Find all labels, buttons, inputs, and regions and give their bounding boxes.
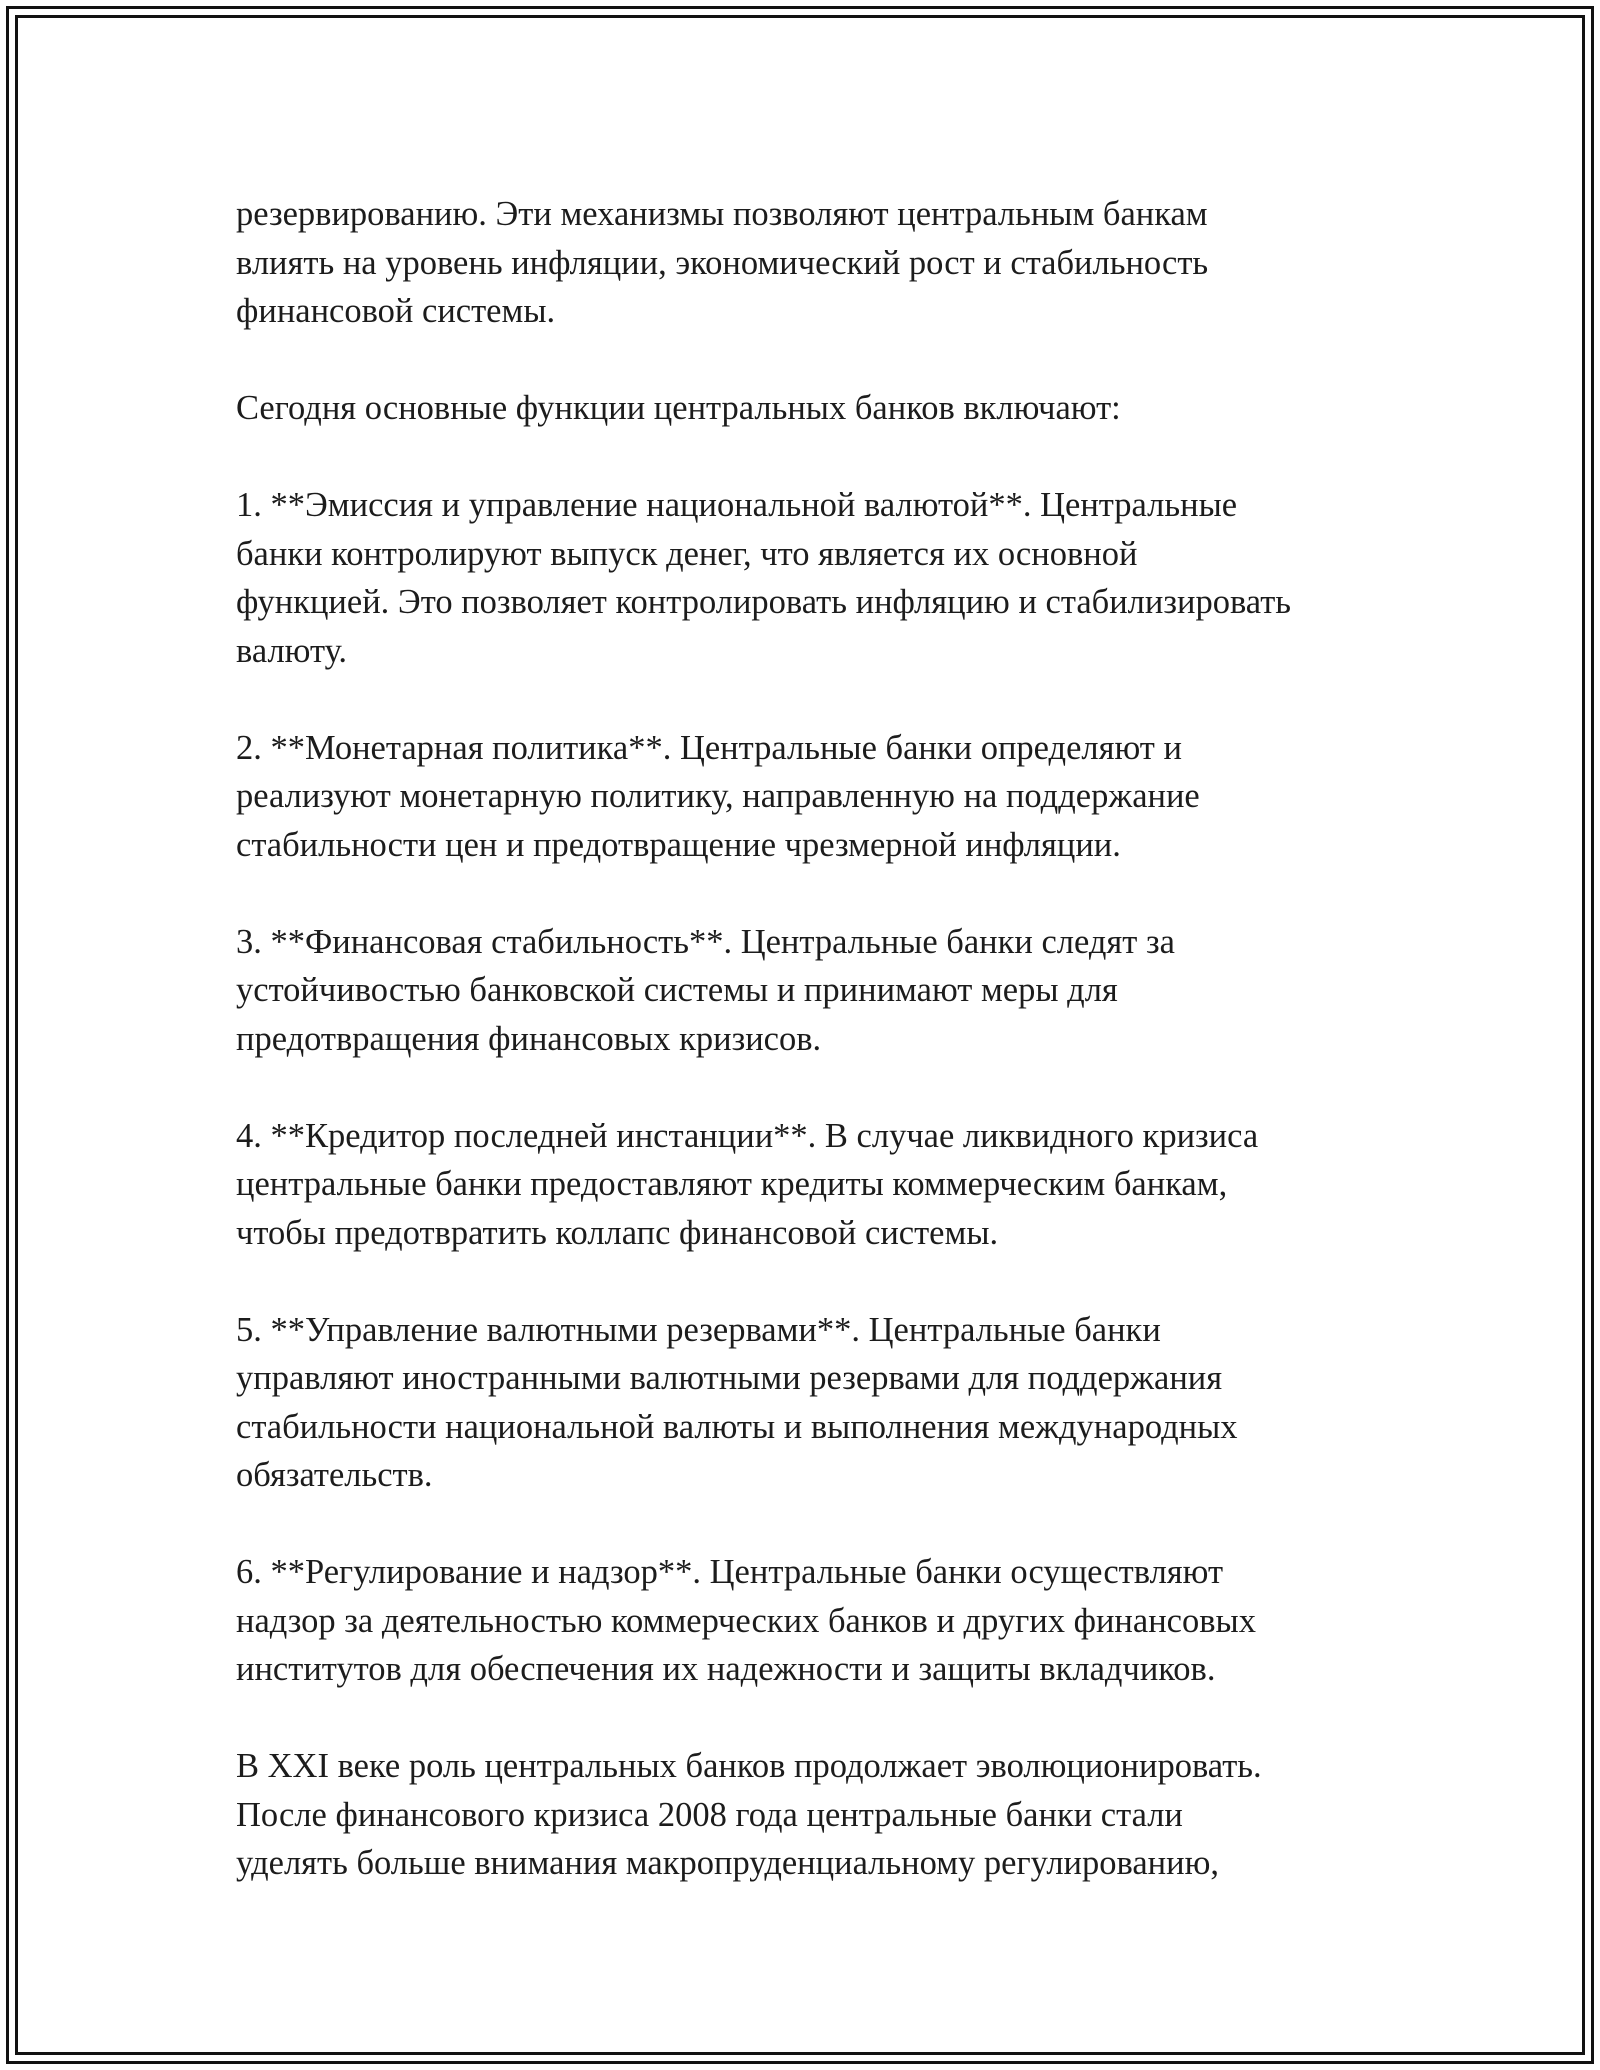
- text-line: 5. **Управление валютными резервами**. Центральные банки: [236, 1310, 1161, 1349]
- text-line: уделять больше внимания макропруденциальному регулированию,: [236, 1844, 1219, 1882]
- text-line: 2. **Монетарная политика**. Центральные банки определяют и: [236, 728, 1182, 767]
- text-line: реализуют монетарную политику, направленную на поддержание: [236, 777, 1200, 815]
- text-line: 3. **Финансовая стабильность**. Центральные банки следят за: [236, 922, 1175, 961]
- list-item-2: [236, 724, 1406, 870]
- text-line: управляют иностранными валютными резервами для поддержания: [236, 1359, 1223, 1397]
- list-item-6: [236, 1548, 1406, 1694]
- text-line: резервированию. Эти механизмы позволяют центральным банкам: [236, 195, 1208, 233]
- list-item-1: [236, 481, 1406, 675]
- text-line: финансовой системы.: [236, 292, 556, 330]
- text-line: В XXI веке роль центральных банков продолжает эволюционировать.: [236, 1747, 1262, 1785]
- list-item-5: [236, 1306, 1406, 1500]
- text-line: После финансового кризиса 2008 года центральные банки стали: [236, 1795, 1183, 1834]
- text-line: чтобы предотвратить коллапс финансовой системы.: [236, 1213, 999, 1252]
- list-item-4: [236, 1112, 1406, 1258]
- paragraph-intro-continuation: [236, 190, 1406, 336]
- text-line: институтов для обеспечения их надежности и защиты вкладчиков.: [236, 1650, 1216, 1688]
- text-line: 1. **Эмиссия и управление национальной валютой**. Центральные: [236, 486, 1238, 524]
- text-line: 4. **Кредитор последней инстанции**. В случае ликвидного кризиса: [236, 1116, 1259, 1155]
- text-line: стабильности национальной валюты и выполнения международных: [236, 1407, 1238, 1446]
- text-line: банки контролируют выпуск денег, что является их основной: [236, 534, 1138, 573]
- paragraph-functions-lead: [236, 384, 1406, 433]
- list-item-3: [236, 918, 1406, 1064]
- document-body: [236, 190, 1406, 1936]
- text-line: Сегодня основные функции центральных банков включают:: [236, 389, 1121, 427]
- text-line: валюту.: [236, 631, 348, 670]
- paragraph-21st-century: [236, 1742, 1406, 1888]
- text-line: предотвращения финансовых кризисов.: [236, 1019, 822, 1058]
- text-line: 6. **Регулирование и надзор**. Центральные банки осуществляют: [236, 1553, 1224, 1591]
- text-line: надзор за деятельностью коммерческих банков и других финансовых: [236, 1601, 1256, 1640]
- text-line: устойчивостью банковской системы и принимают меры для: [236, 971, 1118, 1009]
- text-line: стабильности цен и предотвращение чрезмерной инфляции.: [236, 825, 1121, 864]
- text-line: влиять на уровень инфляции, экономический рост и стабильность: [236, 243, 1209, 282]
- text-line: функцией. Это позволяет контролировать инфляцию и стабилизировать: [236, 583, 1292, 621]
- text-line: обязательств.: [236, 1456, 433, 1494]
- text-line: центральные банки предоставляют кредиты коммерческим банкам,: [236, 1165, 1228, 1203]
